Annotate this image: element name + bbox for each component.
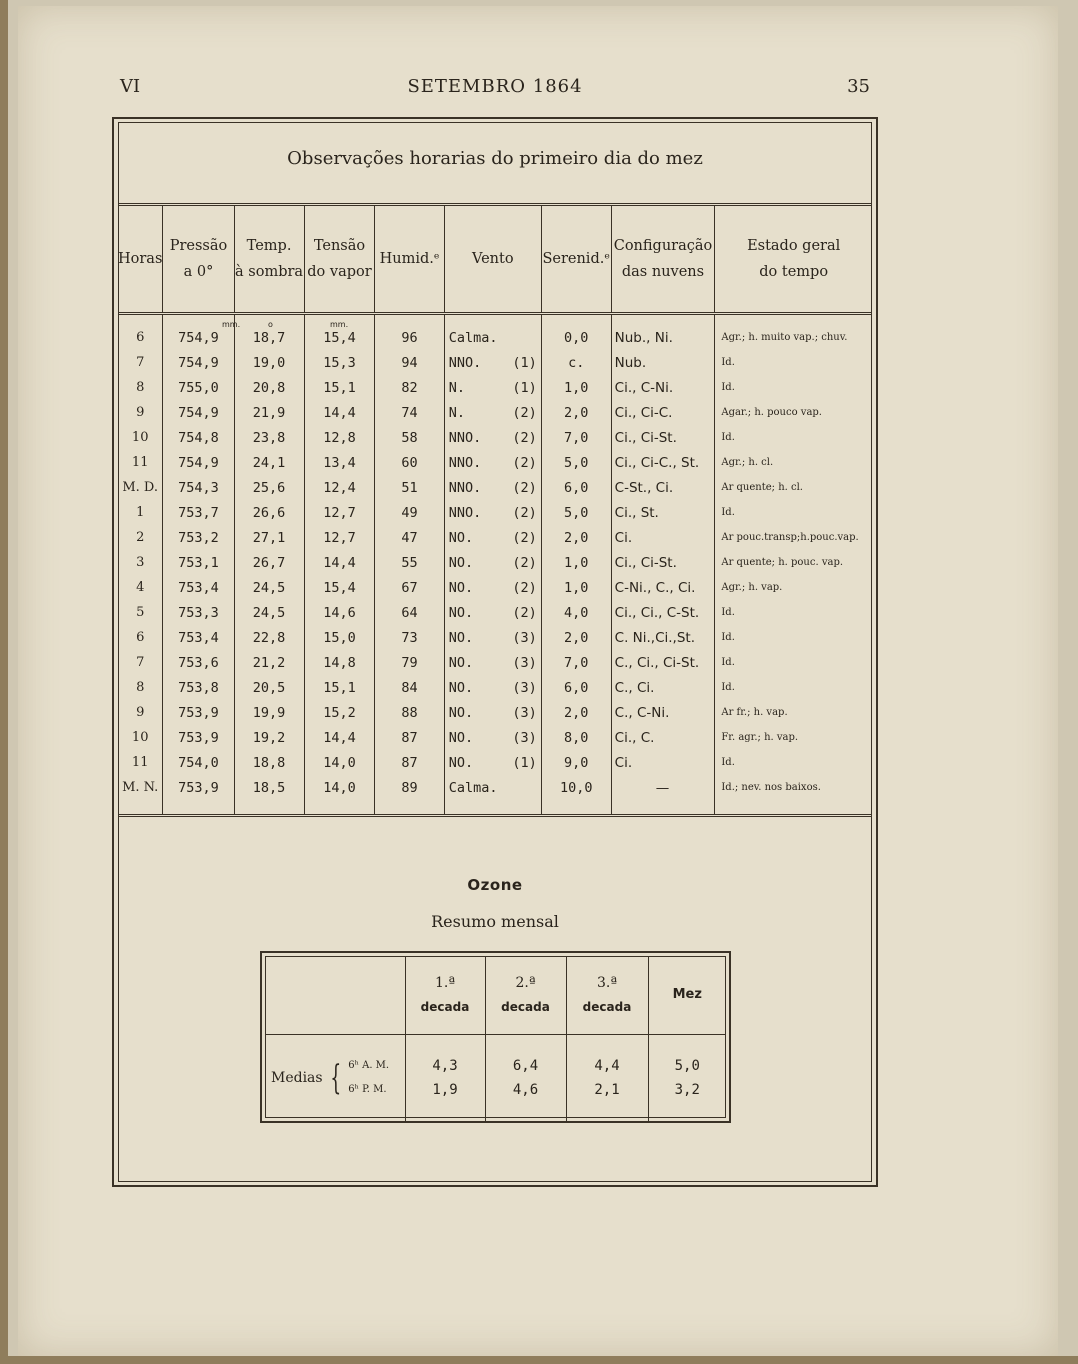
table-row (118, 625, 872, 650)
hour-cell: 9 (136, 705, 145, 720)
wind-cell (444, 625, 541, 650)
serenity-cell: 1,0 (541, 575, 611, 600)
temp-cell: 19,0 (234, 350, 304, 375)
column-header (715, 205, 872, 314)
pressure-cell: 754,0 (163, 750, 234, 775)
table-header-row (118, 205, 872, 314)
weather-cell: Ar quente; h. pouc. vap. (715, 550, 872, 575)
column-header-line: Horas (118, 251, 163, 267)
wind-direction: NO. (448, 604, 474, 621)
pressure-cell: 753,4 (163, 575, 234, 600)
tension-cell: 12,4 (304, 475, 375, 500)
wind-cell (444, 675, 541, 700)
wind-force: (3) (512, 704, 537, 721)
column-header-line: do vapor (307, 264, 372, 280)
serenity-cell: 10,0 (541, 775, 611, 816)
column-header (304, 205, 375, 314)
column-header-line: Serenid.ᵉ (542, 251, 610, 267)
pressure-cell: 754,9 (163, 400, 234, 425)
ozone-header-row (265, 956, 726, 1035)
serenity-cell: 6,0 (541, 475, 611, 500)
hour-cell: 8 (136, 380, 145, 395)
clouds-cell: Ci., C-Ni. (611, 375, 715, 400)
header-month: SETEMBRO 1864 (407, 76, 583, 97)
table-row (118, 500, 872, 525)
temp-cell: 18,8 (234, 750, 304, 775)
page-number: 35 (847, 76, 870, 97)
tension-unit-label: mm. (330, 320, 349, 329)
ozone-pm-value: 4,6 (512, 1082, 539, 1098)
wind-direction: NO. (448, 529, 474, 546)
wind-cell (444, 775, 541, 816)
tension-cell: 14,4 (304, 400, 375, 425)
tension-cell: 15,4 (304, 575, 375, 600)
clouds-cell: C-St., Ci. (611, 475, 715, 500)
weather-cell: Id. (715, 750, 872, 775)
pressure-unit-label: mm. (222, 320, 241, 329)
clouds-cell: Ci., Ci-St. (611, 550, 715, 575)
pressure-cell: 754,9 (163, 450, 234, 475)
ozone-value-cell (648, 1035, 726, 1122)
page-edge (0, 1356, 1078, 1364)
page-header (120, 76, 870, 100)
hour-cell: 3 (136, 555, 145, 570)
hour-cell: M. N. (118, 775, 163, 816)
humidity-cell: 64 (375, 600, 444, 625)
weather-cell: Fr. agr.; h. vap. (715, 725, 872, 750)
wind-direction: NNO. (448, 479, 482, 496)
humidity-cell: 67 (375, 575, 444, 600)
ozone-header-top: 1.ª (434, 975, 455, 991)
temp-unit-label: o (268, 320, 273, 329)
wind-cell (444, 700, 541, 725)
column-header-line: à sombra (235, 264, 304, 280)
column-header (541, 205, 611, 314)
humidity-cell: 73 (375, 625, 444, 650)
wind-force: (2) (512, 554, 537, 571)
wind-cell (444, 450, 541, 475)
wind-cell (444, 475, 541, 500)
humidity-cell: 58 (375, 425, 444, 450)
ozone-column-header (485, 956, 566, 1035)
column-header-line: a 0° (183, 264, 214, 280)
serenity-cell: 7,0 (541, 425, 611, 450)
table-row (118, 600, 872, 625)
humidity-cell: 47 (375, 525, 444, 550)
wind-direction: NO. (448, 654, 474, 671)
wind-cell (444, 725, 541, 750)
temp-cell: 19,9 (234, 700, 304, 725)
table-row (118, 650, 872, 675)
humidity-cell: 51 (375, 475, 444, 500)
clouds-cell: — (611, 775, 715, 816)
ozone-am-value: 4,4 (594, 1058, 620, 1074)
pressure-cell: 753,9 (163, 700, 234, 725)
weather-cell: Id.; nev. nos baixos. (715, 775, 872, 816)
ozone-data-row (265, 1035, 726, 1122)
pressure-cell: 753,9 (163, 725, 234, 750)
wind-direction: NNO. (448, 429, 482, 446)
table-row (118, 375, 872, 400)
pressure-cell: 753,3 (163, 600, 234, 625)
tension-cell: 14,0 (304, 750, 375, 775)
humidity-cell: 60 (375, 450, 444, 475)
ozone-header-top: Mez (672, 987, 702, 1002)
serenity-cell: 0,0 (541, 314, 611, 351)
hour-cell: 10 (131, 730, 149, 745)
temp-cell: 19,2 (234, 725, 304, 750)
ozone-value-cell (405, 1035, 485, 1122)
serenity-cell: c. (541, 350, 611, 375)
table-row (118, 400, 872, 425)
serenity-cell: 5,0 (541, 500, 611, 525)
clouds-cell: C., Ci. (611, 675, 715, 700)
table-row (118, 575, 872, 600)
table-row (118, 675, 872, 700)
pressure-cell: 753,8 (163, 675, 234, 700)
wind-force: (1) (512, 379, 537, 396)
temp-cell: 25,6 (234, 475, 304, 500)
wind-force: (3) (512, 679, 537, 696)
weather-cell: Agr.; h. muito vap.; chuv. (715, 314, 872, 351)
ozone-am-value: 5,0 (674, 1058, 700, 1074)
wind-force: (2) (512, 404, 537, 421)
wind-cell (444, 425, 541, 450)
clouds-cell: C. Ni.,Ci.,St. (611, 625, 715, 650)
wind-direction: NNO. (448, 504, 482, 521)
clouds-cell: Ci. (611, 750, 715, 775)
column-header-line: do tempo (759, 264, 829, 280)
clouds-cell: C-Ni., C., Ci. (611, 575, 715, 600)
ozone-column-header (405, 956, 485, 1035)
tension-cell: 12,8 (304, 425, 375, 450)
hour-cell: 7 (136, 355, 145, 370)
wind-force: (2) (512, 579, 537, 596)
clouds-cell: C., Ci., Ci-St. (611, 650, 715, 675)
wind-cell (444, 400, 541, 425)
column-header-line: das nuvens (621, 264, 705, 280)
temp-cell: 26,7 (234, 550, 304, 575)
humidity-cell: 96 (375, 314, 444, 351)
wind-direction: NO. (448, 629, 474, 646)
wind-force: (2) (512, 479, 537, 496)
table-row (118, 314, 872, 351)
clouds-cell: C., C-Ni. (611, 700, 715, 725)
humidity-cell: 84 (375, 675, 444, 700)
table-row (118, 750, 872, 775)
pressure-cell: 753,4 (163, 625, 234, 650)
pressure-cell: 754,9 (163, 350, 234, 375)
weather-cell: Ar quente; h. cl. (715, 475, 872, 500)
weather-cell: Id. (715, 375, 872, 400)
tension-cell: 15,3 (304, 350, 375, 375)
wind-cell (444, 600, 541, 625)
time-am: 6ʰ A. M. (348, 1060, 390, 1071)
column-header-line: Temp. (246, 238, 292, 254)
wind-force: (2) (512, 604, 537, 621)
weather-cell: Agr.; h. cl. (715, 450, 872, 475)
temp-cell: 21,9 (234, 400, 304, 425)
pressure-cell: 753,1 (163, 550, 234, 575)
wind-direction: NNO. (448, 454, 482, 471)
page-edge (0, 0, 8, 1364)
wind-force: (1) (512, 354, 537, 371)
tension-cell: 15,4 (304, 314, 375, 351)
ozone-pm-value: 2,1 (594, 1082, 620, 1098)
wind-cell (444, 500, 541, 525)
clouds-cell: Ci., St. (611, 500, 715, 525)
tension-cell: 14,4 (304, 550, 375, 575)
tension-cell: 15,0 (304, 625, 375, 650)
ozone-corner (265, 956, 405, 1035)
humidity-cell: 79 (375, 650, 444, 675)
humidity-cell: 87 (375, 750, 444, 775)
clouds-cell: Ci., Ci., C-St. (611, 600, 715, 625)
brace-icon: { (330, 1058, 341, 1098)
ozone-column-header (648, 956, 726, 1035)
serenity-cell: 1,0 (541, 550, 611, 575)
table-row (118, 550, 872, 575)
wind-direction: N. (448, 404, 466, 421)
column-header (163, 205, 234, 314)
wind-direction: NO. (448, 754, 474, 771)
pressure-cell: 754,9 (163, 314, 234, 351)
wind-cell (444, 575, 541, 600)
hour-cell: 2 (136, 530, 145, 545)
wind-force: (2) (512, 454, 537, 471)
column-header (234, 205, 304, 314)
ozone-header-top: 2.ª (515, 975, 536, 991)
table-row (118, 450, 872, 475)
humidity-cell: 89 (375, 775, 444, 816)
wind-cell (444, 550, 541, 575)
humidity-cell: 94 (375, 350, 444, 375)
tension-cell: 14,8 (304, 650, 375, 675)
clouds-cell: Ci., C. (611, 725, 715, 750)
wind-direction: NO. (448, 704, 474, 721)
wind-direction: NO. (448, 729, 474, 746)
observations-table (118, 203, 872, 817)
hour-cell: 5 (136, 605, 145, 620)
column-header-line: Tensão (313, 238, 366, 254)
pressure-cell: 755,0 (163, 375, 234, 400)
wind-direction: Calma. (448, 329, 498, 346)
temp-cell: 20,5 (234, 675, 304, 700)
humidity-cell: 55 (375, 550, 444, 575)
humidity-cell: 87 (375, 725, 444, 750)
wind-force: (3) (512, 729, 537, 746)
column-header-line: Configuração (613, 238, 713, 254)
serenity-cell: 7,0 (541, 650, 611, 675)
serenity-cell: 6,0 (541, 675, 611, 700)
temp-cell: 24,5 (234, 575, 304, 600)
weather-cell: Agr.; h. vap. (715, 575, 872, 600)
table-row (118, 700, 872, 725)
temp-cell: 24,5 (234, 600, 304, 625)
hour-cell: 11 (131, 755, 149, 770)
ozone-am-value: 6,4 (512, 1058, 539, 1074)
hour-cell: 8 (136, 680, 145, 695)
serenity-cell: 2,0 (541, 400, 611, 425)
ozone-pm-value: 3,2 (674, 1082, 700, 1098)
tension-cell: 14,4 (304, 725, 375, 750)
table-row (118, 725, 872, 750)
table-row (118, 525, 872, 550)
weather-cell: Id. (715, 425, 872, 450)
weather-cell: Id. (715, 675, 872, 700)
serenity-cell: 8,0 (541, 725, 611, 750)
temp-cell: 21,2 (234, 650, 304, 675)
temp-cell: 23,8 (234, 425, 304, 450)
column-header (118, 205, 163, 314)
weather-cell: Ar fr.; h. vap. (715, 700, 872, 725)
column-header (611, 205, 715, 314)
ozone-table (265, 956, 726, 1121)
ozone-header-bottom: decada (501, 1000, 550, 1014)
temp-cell: 24,1 (234, 450, 304, 475)
serenity-cell: 2,0 (541, 525, 611, 550)
weather-cell: Ar pouc.transp;h.pouc.vap. (715, 525, 872, 550)
weather-cell: Id. (715, 350, 872, 375)
wind-cell (444, 350, 541, 375)
ozone-pm-value: 1,9 (432, 1082, 458, 1098)
hour-cell: 4 (136, 580, 145, 595)
weather-cell: Id. (715, 600, 872, 625)
ozone-value-cell (485, 1035, 566, 1122)
weather-cell: Id. (715, 500, 872, 525)
temp-cell: 20,8 (234, 375, 304, 400)
clouds-cell: Ci., Ci-C., St. (611, 450, 715, 475)
hour-cell: 9 (136, 405, 145, 420)
wind-force: (3) (512, 654, 537, 671)
clouds-cell: Ci., Ci-St. (611, 425, 715, 450)
ozone-value-cell (566, 1035, 648, 1122)
serenity-cell: 2,0 (541, 625, 611, 650)
temp-cell: 27,1 (234, 525, 304, 550)
serenity-cell: 9,0 (541, 750, 611, 775)
ozone-subtitle: Resumo mensal (431, 912, 559, 931)
humidity-cell: 82 (375, 375, 444, 400)
wind-force: (2) (512, 529, 537, 546)
clouds-cell: Nub., Ni. (611, 314, 715, 351)
wind-cell (444, 650, 541, 675)
wind-force: (3) (512, 629, 537, 646)
column-header (375, 205, 444, 314)
humidity-cell: 74 (375, 400, 444, 425)
column-header-line: Pressão (169, 238, 228, 254)
table-title: Observações horarias do primeiro dia do mez (287, 148, 703, 169)
table-row (118, 425, 872, 450)
table-row (118, 775, 872, 816)
temp-cell: 18,7 (234, 314, 304, 351)
wind-cell (444, 375, 541, 400)
hour-cell: 10 (131, 430, 149, 445)
serenity-cell: 2,0 (541, 700, 611, 725)
header-section: VI (120, 76, 141, 97)
column-header-line: Humid.ᵉ (379, 251, 440, 267)
column-header-line: Estado geral (747, 238, 841, 254)
tension-cell: 12,7 (304, 500, 375, 525)
weather-cell: Id. (715, 625, 872, 650)
ozone-title: Ozone (467, 876, 523, 894)
hour-cell: 7 (136, 655, 145, 670)
weather-cell: Agar.; h. pouco vap. (715, 400, 872, 425)
column-header-line: Vento (471, 251, 514, 267)
wind-force: (2) (512, 429, 537, 446)
tension-cell: 15,2 (304, 700, 375, 725)
tension-cell: 12,7 (304, 525, 375, 550)
hour-cell: 11 (131, 455, 149, 470)
time-pm: 6ʰ P. M. (348, 1084, 387, 1095)
ozone-header-top: 3.ª (596, 975, 617, 991)
ozone-row-label (265, 1035, 405, 1122)
serenity-cell: 4,0 (541, 600, 611, 625)
temp-cell: 26,6 (234, 500, 304, 525)
ozone-column-header (566, 956, 648, 1035)
tension-cell: 14,6 (304, 600, 375, 625)
wind-cell (444, 314, 541, 351)
hour-cell: 1 (136, 505, 145, 520)
wind-force: (2) (512, 504, 537, 521)
wind-cell (444, 750, 541, 775)
table-row (118, 350, 872, 375)
ozone-am-value: 4,3 (432, 1058, 458, 1074)
pressure-cell: 753,6 (163, 650, 234, 675)
table-row (118, 475, 872, 500)
wind-direction: NO. (448, 554, 474, 571)
pressure-cell: 753,9 (163, 775, 234, 816)
tension-cell: 14,0 (304, 775, 375, 816)
pressure-cell: 753,7 (163, 500, 234, 525)
wind-direction: N. (448, 379, 466, 396)
ozone-header-bottom: decada (420, 1000, 470, 1014)
serenity-cell: 5,0 (541, 450, 611, 475)
tension-cell: 15,1 (304, 375, 375, 400)
clouds-cell: Nub. (611, 350, 715, 375)
pressure-cell: 753,2 (163, 525, 234, 550)
wind-direction: Calma. (448, 779, 498, 796)
hour-cell: 6 (136, 630, 145, 645)
temp-cell: 18,5 (234, 775, 304, 816)
hour-cell: M. D. (122, 480, 159, 495)
wind-direction: NO. (448, 679, 474, 696)
pressure-cell: 754,8 (163, 425, 234, 450)
humidity-cell: 49 (375, 500, 444, 525)
tension-cell: 15,1 (304, 675, 375, 700)
column-header (444, 205, 541, 314)
medias-label: Medias (271, 1070, 323, 1086)
wind-direction: NO. (448, 579, 474, 596)
serenity-cell: 1,0 (541, 375, 611, 400)
wind-cell (444, 525, 541, 550)
clouds-cell: Ci. (611, 525, 715, 550)
tension-cell: 13,4 (304, 450, 375, 475)
humidity-cell: 88 (375, 700, 444, 725)
wind-force: (1) (512, 754, 537, 771)
ozone-header-bottom: decada (582, 1000, 632, 1014)
hour-cell: 6 (136, 330, 145, 345)
clouds-cell: Ci., Ci-C. (611, 400, 715, 425)
weather-cell: Id. (715, 650, 872, 675)
temp-cell: 22,8 (234, 625, 304, 650)
wind-direction: NNO. (448, 354, 482, 371)
pressure-cell: 754,3 (163, 475, 234, 500)
